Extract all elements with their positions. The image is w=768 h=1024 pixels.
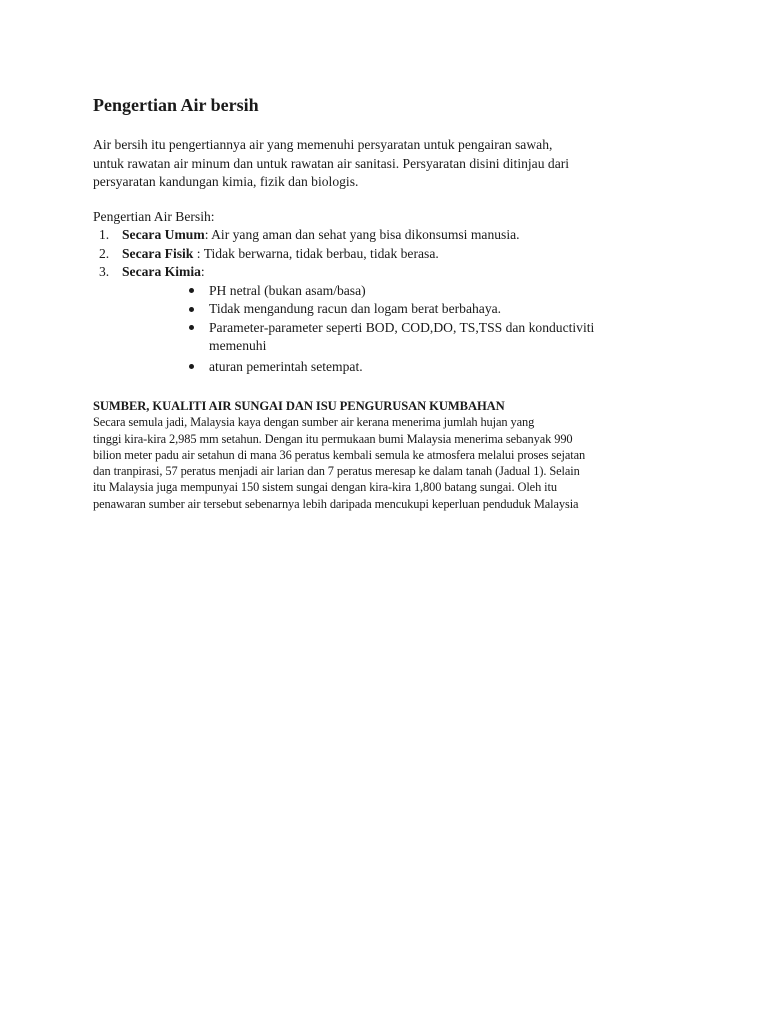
- section-2-line: tinggi kira-kira 2,985 mm setahun. Dengan itu permukaan bumi Malaysia menerima sebanyak 990: [93, 431, 573, 446]
- section-2: [93, 398, 672, 512]
- list-item: [93, 245, 672, 264]
- section-2-line: bilion meter padu air setahun di mana 36 peratus kembali semula ke atmosfera melalui proses sejatan: [93, 447, 586, 462]
- bullet-item: [93, 358, 672, 377]
- definition-text: : Tidak berwarna, tidak berbau, tidak berasa.: [193, 245, 439, 261]
- bullet-icon: [189, 288, 194, 293]
- intro-line: untuk rawatan air minum dan untuk rawatan air sanitasi. Persyaratan disini ditinjau dari: [93, 155, 570, 171]
- section-2-line: dan tranpirasi, 57 peratus menjadi air larian dan 7 peratus meresap ke dalam tanah (Jadual 1). Selain: [93, 464, 580, 479]
- definition-term: Secara Umum: [122, 227, 205, 242]
- bullet-item: [93, 319, 672, 356]
- definitions-list: [93, 226, 672, 282]
- bullet-icon: [189, 307, 194, 312]
- bullet-text-continued: memenuhi: [209, 338, 267, 353]
- section-2-line: Secara semula jadi, Malaysia kaya dengan sumber air kerana menerima jumlah hujan yang: [93, 415, 535, 430]
- section-2-line: itu Malaysia juga mempunyai 150 sistem sungai dengan kira-kira 1,800 batang sungai. Oleh itu: [93, 480, 557, 495]
- definition-term: Secara Kimia: [122, 264, 201, 279]
- intro-paragraph: [93, 136, 672, 192]
- list-number: 2.: [99, 245, 110, 261]
- chemical-criteria-list: [93, 282, 672, 377]
- bullet-text: Parameter-parameter seperti BOD, COD,DO, TS,TSS dan konductiviti: [209, 319, 595, 335]
- list-number: 1.: [99, 227, 110, 242]
- section-2-line: penawaran sumber air tersebut sebenarnya lebih daripada mencukupi keperluan penduduk Malaysia: [93, 496, 579, 511]
- page-title: Pengertian Air bersih: [93, 95, 259, 115]
- bullet-item: [93, 282, 672, 301]
- definition-text: : Air yang aman dan sehat yang bisa dikonsumsi manusia.: [204, 227, 520, 242]
- list-item: [93, 263, 672, 282]
- definitions-heading: Pengertian Air Bersih:: [93, 208, 215, 224]
- bullet-icon: [189, 364, 194, 369]
- list-number: 3.: [99, 264, 110, 279]
- intro-line: Air bersih itu pengertiannya air yang memenuhi persyaratan untuk pengairan sawah,: [93, 137, 553, 152]
- bullet-icon: [189, 325, 194, 330]
- bullet-text: aturan pemerintah setempat.: [209, 358, 363, 374]
- list-item: [93, 226, 672, 245]
- intro-line: persyaratan kandungan kimia, fizik dan biologis.: [93, 174, 359, 189]
- definition-term: Secara Fisik: [122, 245, 194, 261]
- bullet-text: PH netral (bukan asam/basa): [209, 282, 366, 298]
- definition-text: :: [200, 264, 205, 279]
- section-2-title: SUMBER, KUALITI AIR SUNGAI DAN ISU PENGURUSAN KUMBAHAN: [93, 399, 505, 413]
- bullet-item: [93, 300, 672, 319]
- bullet-text: Tidak mengandung racun dan logam berat berbahaya.: [209, 301, 502, 316]
